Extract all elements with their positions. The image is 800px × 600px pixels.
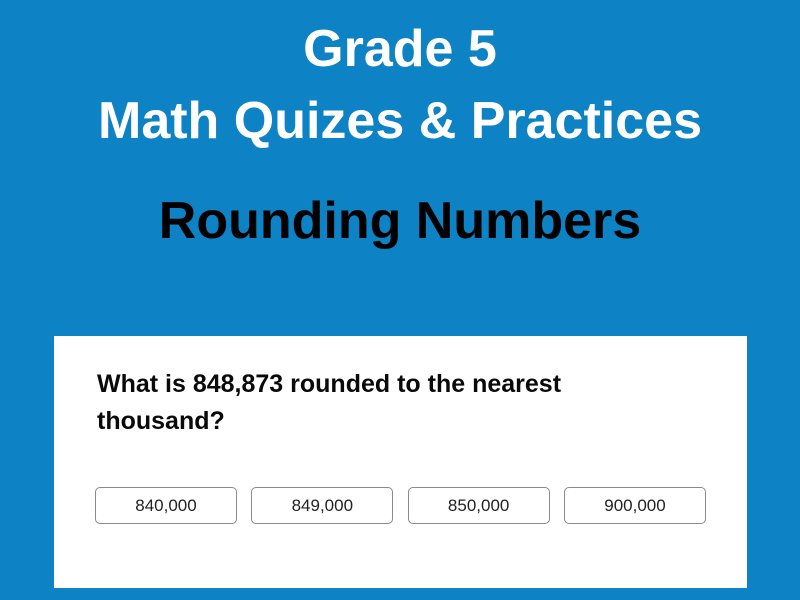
answers-row — [95, 487, 706, 524]
question-text: What is 848,873 rounded to the nearest thousand? — [97, 370, 562, 435]
course-title: Math Quizes & Practices — [98, 92, 702, 150]
answer-option-1[interactable]: 840,000 — [95, 487, 237, 524]
answer-option-3[interactable]: 850,000 — [408, 487, 550, 524]
answer-option-4[interactable]: 900,000 — [564, 487, 706, 524]
topic-title: Rounding Numbers — [158, 192, 642, 250]
answer-option-2[interactable]: 849,000 — [251, 487, 393, 524]
question-card — [54, 336, 747, 588]
grade-title: Grade 5 — [303, 20, 497, 78]
header — [0, 0, 800, 251]
